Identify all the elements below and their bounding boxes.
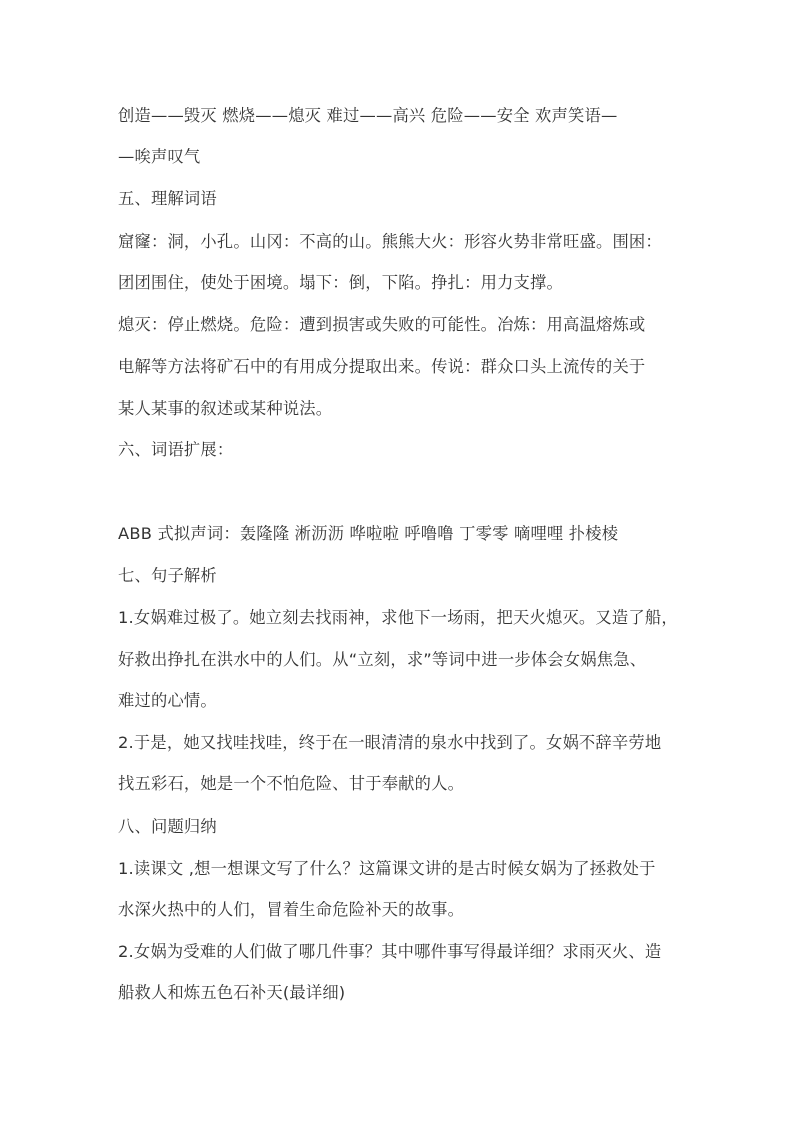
section-heading-8: 八、问题归纳 — [118, 817, 217, 836]
antonym-pairs-line-cont: —唉声叹气 — [118, 147, 201, 166]
paragraph-line: 熄灭：停止燃烧。危险：遭到损害或失败的可能性。冶炼：用高温熔炼或 — [118, 315, 646, 334]
paragraph-line: 某人某事的叙述或某种说法。 — [118, 399, 333, 418]
paragraph-line: 电解等方法将矿石中的有用成分提取出来。传说：群众口头上流传的关于 — [118, 357, 646, 376]
paragraph-line: 找五彩石，她是一个不怕危险、甘于奉献的人。 — [118, 774, 465, 793]
section-heading-5: 五、理解词语 — [118, 189, 217, 208]
paragraph-line: 水深火热中的人们，冒着生命危险补天的故事。 — [118, 900, 465, 919]
paragraph-line: 好救出挣扎在洪水中的人们。从“立刻，求”等词中进一步体会女娲焦急、 — [118, 650, 647, 669]
paragraph-line: 2.于是，她又找哇找哇，终于在一眼清清的泉水中找到了。女娲不辞辛劳地 — [118, 733, 662, 752]
paragraph-line: 团团围住，使处于困境。塌下：倒，下陷。挣扎：用力支撑。 — [118, 273, 563, 292]
section-heading-7: 七、句子解析 — [118, 566, 217, 585]
paragraph-line: 1.读课文 ,想一想课文写了什么？这篇课文讲的是古时候女娲为了拯救处于 — [118, 859, 656, 878]
antonym-pairs-line: 创造——毁灭 燃烧——熄灭 难过——高兴 危险——安全 欢声笑语— — [118, 106, 618, 125]
section-heading-6: 六、词语扩展： — [118, 440, 234, 459]
paragraph-line: ABB 式拟声词：轰隆隆 淅沥沥 哗啦啦 呼噜噜 丁零零 嘀哩哩 扑棱棱 — [118, 524, 619, 543]
paragraph-line: 1.女娲难过极了。她立刻去找雨神，求他下一场雨，把天火熄灭。又造了船， — [118, 608, 678, 627]
paragraph-line: 2.女娲为受难的人们做了哪几件事？其中哪件事写得最详细？求雨灭火、造 — [118, 942, 662, 961]
paragraph-line: 窟窿：洞，小孔。山冈：不高的山。熊熊大火：形容火势非常旺盛。围困： — [118, 232, 662, 251]
paragraph-line: 船救人和炼五色石补天(最详细) — [118, 983, 346, 1002]
paragraph-line: 难过的心情。 — [118, 691, 217, 710]
